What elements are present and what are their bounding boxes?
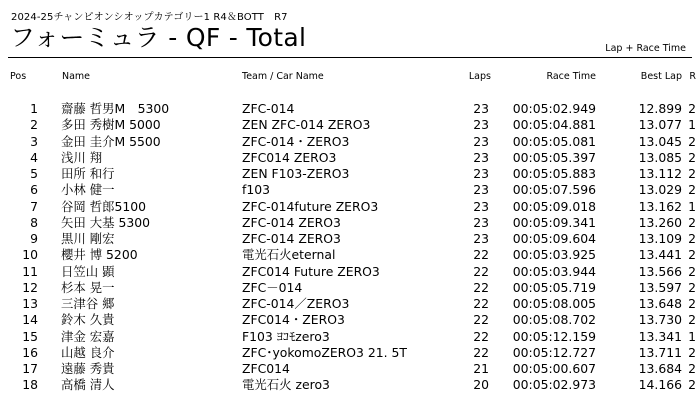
row-team: ZEN F103-ZERO3 <box>242 166 350 181</box>
row-pos: 3 <box>30 133 38 149</box>
row-r: 2 <box>688 377 696 393</box>
row-race-time: 00:05:05.883 <box>512 166 596 181</box>
row-best-lap: 13.341 <box>638 328 682 344</box>
row-laps: 21 <box>473 361 489 376</box>
row-race-time: 00:05:03.944 <box>512 263 596 279</box>
row-team: ZFC-014future ZERO3 <box>242 198 379 214</box>
row-laps: 23 <box>473 182 489 198</box>
row-best-lap: 13.077 <box>638 117 682 133</box>
row-pos: 11 <box>22 263 38 279</box>
row-best-lap: 13.260 <box>638 214 682 230</box>
row-name: 津金 宏嘉 <box>61 328 115 344</box>
row-best-lap: 13.112 <box>638 166 682 181</box>
column-header-best-lap: Best Lap <box>640 71 682 82</box>
row-laps: 22 <box>473 296 489 311</box>
row-best-lap: 13.684 <box>638 361 682 376</box>
row-name: 多田 秀樹M 5000 <box>61 117 161 133</box>
row-name: 小林 健一 <box>61 182 115 198</box>
row-name: 遠藤 秀貴 <box>61 361 115 376</box>
row-race-time: 00:05:08.005 <box>512 296 596 311</box>
row-best-lap: 13.029 <box>638 182 682 198</box>
row-r: 2 <box>688 263 696 279</box>
row-best-lap: 12.899 <box>638 101 682 116</box>
row-laps: 23 <box>473 166 489 181</box>
row-pos: 4 <box>30 149 38 165</box>
row-r: 2 <box>688 101 696 116</box>
row-r: 2 <box>688 247 696 263</box>
row-race-time: 00:05:12.727 <box>512 344 596 360</box>
row-best-lap: 13.566 <box>638 263 682 279</box>
row-laps: 22 <box>473 344 489 360</box>
row-race-time: 00:05:02.949 <box>512 101 596 116</box>
row-laps: 23 <box>473 231 489 246</box>
row-pos: 6 <box>30 182 38 198</box>
row-team: 電光石火eternal <box>242 247 336 263</box>
row-pos: 17 <box>22 361 38 376</box>
row-race-time: 00:05:02.973 <box>512 377 596 393</box>
table-row <box>0 312 700 328</box>
row-race-time: 00:05:04.881 <box>512 117 596 133</box>
row-race-time: 00:05:09.604 <box>512 231 596 246</box>
table-row <box>0 377 700 393</box>
row-name: 田所 和行 <box>61 166 115 181</box>
row-pos: 1 <box>30 101 38 116</box>
row-name: 金田 圭介M 5500 <box>61 133 161 149</box>
row-laps: 22 <box>473 328 489 344</box>
row-pos: 7 <box>30 198 38 214</box>
row-race-time: 00:05:08.702 <box>512 312 596 328</box>
row-name: 三津谷 郷 <box>61 296 115 311</box>
row-laps: 23 <box>473 214 489 230</box>
row-pos: 5 <box>30 166 38 181</box>
row-laps: 22 <box>473 279 489 295</box>
table-header <box>0 71 700 85</box>
row-name: 齋藤 哲男M 5300 <box>61 101 170 116</box>
table-row <box>0 247 700 263</box>
column-header-race-time: Race Time <box>546 71 596 82</box>
row-laps: 20 <box>473 377 489 393</box>
row-team: 電光石火 zero3 <box>242 377 330 393</box>
row-team: ZFC014 ZERO3 <box>242 149 337 165</box>
row-best-lap: 13.045 <box>638 133 682 149</box>
row-best-lap: 13.162 <box>638 198 682 214</box>
row-laps: 23 <box>473 198 489 214</box>
row-r: 2 <box>688 361 696 376</box>
row-team: ZFC-014 <box>242 101 295 116</box>
table-row <box>0 182 700 198</box>
row-r: 2 <box>688 296 696 311</box>
table-row <box>0 231 700 247</box>
row-r: 2 <box>688 279 696 295</box>
table-row <box>0 264 700 280</box>
column-header-laps: Laps <box>468 71 491 82</box>
column-header-name: Name <box>62 71 91 82</box>
row-name: 鈴木 久貴 <box>61 312 115 328</box>
header-divider <box>8 57 692 58</box>
table-row <box>0 117 700 133</box>
row-pos: 8 <box>30 214 38 230</box>
row-r: 2 <box>688 166 696 181</box>
column-header-r: R <box>689 71 696 82</box>
table-row <box>0 101 700 117</box>
row-pos: 10 <box>22 247 38 263</box>
row-r: 1 <box>688 117 696 133</box>
row-name: 谷岡 哲郎5100 <box>61 198 147 214</box>
row-laps: 22 <box>473 312 489 328</box>
table-row <box>0 134 700 150</box>
column-header-pos: Pos <box>10 71 27 82</box>
results-table <box>0 101 700 394</box>
row-pos: 2 <box>30 117 38 133</box>
row-team: ZFC･yokomoZERO3 21. 5T <box>242 344 407 360</box>
row-r: 2 <box>688 214 696 230</box>
row-r: 2 <box>688 149 696 165</box>
row-name: 矢田 大基 5300 <box>61 214 150 230</box>
row-team: ZFC-014 ZERO3 <box>242 214 341 230</box>
row-name: 黒川 剛宏 <box>61 231 115 246</box>
row-team: ZFC-014 ZERO3 <box>242 231 341 246</box>
row-race-time: 00:05:12.159 <box>512 328 596 344</box>
table-row <box>0 329 700 345</box>
row-pos: 16 <box>22 344 38 360</box>
row-r: 1 <box>688 198 696 214</box>
table-row <box>0 296 700 312</box>
row-best-lap: 14.166 <box>638 377 682 393</box>
row-team: ZEN ZFC-014 ZERO3 <box>242 117 371 133</box>
row-race-time: 00:05:03.925 <box>512 247 596 263</box>
row-laps: 23 <box>473 133 489 149</box>
table-row <box>0 150 700 166</box>
table-row <box>0 166 700 182</box>
row-race-time: 00:05:00.607 <box>512 361 596 376</box>
row-race-time: 00:05:09.341 <box>512 214 596 230</box>
row-pos: 18 <box>22 377 38 393</box>
row-race-time: 00:05:09.018 <box>512 198 596 214</box>
row-team: f103 <box>242 182 271 198</box>
row-best-lap: 13.085 <box>638 149 682 165</box>
row-pos: 15 <box>22 328 38 344</box>
row-laps: 23 <box>473 117 489 133</box>
table-row <box>0 280 700 296</box>
row-best-lap: 13.648 <box>638 296 682 311</box>
row-laps: 22 <box>473 263 489 279</box>
row-team: F103 ﾖｺﾓzero3 <box>242 328 330 344</box>
row-team: ZFC014 Future ZERO3 <box>242 263 380 279</box>
table-row <box>0 215 700 231</box>
row-pos: 12 <box>22 279 38 295</box>
row-r: 2 <box>688 231 696 246</box>
row-pos: 14 <box>22 312 38 328</box>
row-laps: 23 <box>473 149 489 165</box>
row-r: 2 <box>688 133 696 149</box>
row-name: 杉本 晃一 <box>61 279 115 295</box>
row-team: ZFC014 <box>242 361 290 376</box>
row-best-lap: 13.109 <box>638 231 682 246</box>
row-laps: 22 <box>473 247 489 263</box>
row-laps: 23 <box>473 101 489 116</box>
row-team: ZFC-014・ZERO3 <box>242 133 350 149</box>
row-best-lap: 13.711 <box>638 344 682 360</box>
row-r: 2 <box>688 182 696 198</box>
table-row <box>0 345 700 361</box>
row-name: 日笠山 顕 <box>61 263 115 279</box>
row-name: 櫻井 博 5200 <box>61 247 138 263</box>
row-team: ZFC014・ZERO3 <box>242 312 345 328</box>
row-name: 高橋 清人 <box>61 377 115 393</box>
column-header-team: Team / Car Name <box>242 71 324 82</box>
row-name: 浅川 翔 <box>61 149 103 165</box>
page-title: フォーミュラ - QF - Total <box>10 23 307 52</box>
row-r: 2 <box>688 312 696 328</box>
row-race-time: 00:05:07.596 <box>512 182 596 198</box>
event-subtitle: 2024-25チャンピオンシオップカテゴリー1 R4＆BOTT R7 <box>11 12 288 23</box>
row-r: 2 <box>688 344 696 360</box>
table-row <box>0 361 700 377</box>
table-row <box>0 199 700 215</box>
row-name: 山越 良介 <box>61 344 115 360</box>
row-best-lap: 13.730 <box>638 312 682 328</box>
sort-mode-label: Lap + Race Time <box>605 43 686 54</box>
row-best-lap: 13.441 <box>638 247 682 263</box>
row-team: ZFC-014／ZERO3 <box>242 296 350 311</box>
row-race-time: 00:05:05.397 <box>512 149 596 165</box>
row-best-lap: 13.597 <box>638 279 682 295</box>
row-race-time: 00:05:05.081 <box>512 133 596 149</box>
row-team: ZFC－014 <box>242 279 303 295</box>
row-pos: 13 <box>22 296 38 311</box>
row-race-time: 00:05:05.719 <box>512 279 596 295</box>
row-r: 1 <box>688 328 696 344</box>
row-pos: 9 <box>30 231 38 246</box>
